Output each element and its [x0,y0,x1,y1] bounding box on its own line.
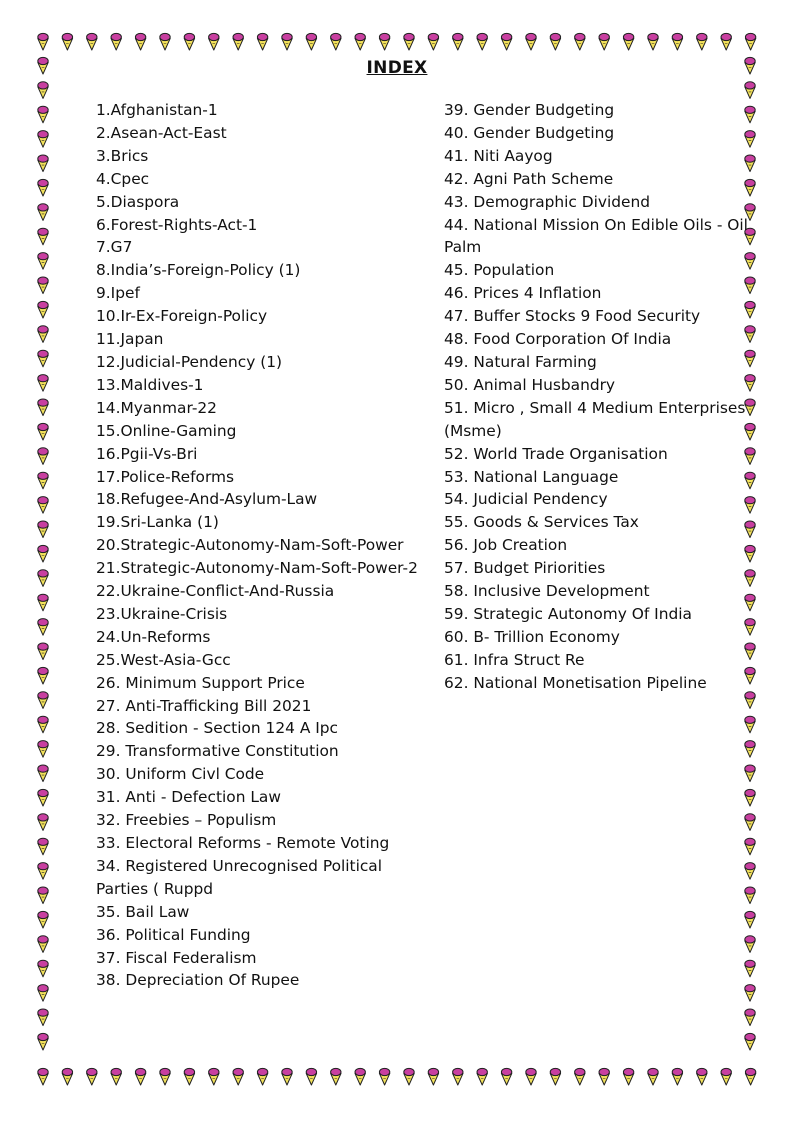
ice-cream-cone-icon [38,936,48,953]
ice-cream-cone-icon [38,179,48,196]
ice-cream-cone-icon [257,33,267,50]
ice-cream-cone-icon [745,936,755,953]
ice-cream-cone-icon [38,863,48,880]
ice-cream-cone-icon [38,1009,48,1026]
index-entry: 57. Budget Piriorities [444,559,606,578]
ice-cream-cone-icon [38,155,48,172]
index-entry: 14.Myanmar-22 [96,398,217,417]
page-title: INDEX [366,58,428,78]
ice-cream-cone-icon [38,887,48,904]
index-entry: 39. Gender Budgeting [444,101,615,119]
ice-cream-cone-icon [477,1068,487,1085]
ice-cream-cone-icon [38,789,48,806]
ice-cream-cone-icon [453,1068,463,1085]
ice-cream-cone-icon [38,399,48,416]
ice-cream-cone-icon [87,1068,97,1085]
index-entry: 55. Goods & Services Tax [444,513,639,532]
index-entry: 59. Strategic Autonomy Of India [444,604,692,623]
index-entry: 15.Online-Gaming [96,421,237,440]
ice-cream-cone-icon [111,33,121,50]
ice-cream-cone-icon [209,33,219,50]
index-entry: 27. Anti-Trafficking Bill 2021 [96,696,312,715]
ice-cream-cone-icon [453,33,463,50]
ice-cream-cone-icon [745,82,755,99]
index-entry: 45. Population [444,261,555,280]
index-entry: 42. Agni Path Scheme [444,169,614,188]
ice-cream-cone-icon [526,1068,536,1085]
ice-cream-cone-icon [379,33,389,50]
ice-cream-cone-icon [623,1068,633,1085]
ice-cream-cone-icon [697,33,707,50]
index-entry: 21.Strategic-Autonomy-Nam-Soft-Power-2 [96,559,418,578]
ice-cream-cone-icon [38,594,48,611]
ice-cream-cone-icon [355,1068,365,1085]
index-entry: 6.Forest-Rights-Act-1 [96,215,258,234]
ice-cream-cone-icon [745,887,755,904]
ice-cream-cone-icon [38,423,48,440]
ice-cream-cone-icon [38,33,48,50]
ice-cream-cone-icon [38,497,48,514]
index-entry: 10.Ir-Ex-Foreign-Policy [96,307,268,326]
ice-cream-cone-icon [721,33,731,50]
index-entry: 50. Animal Husbandry [444,375,616,394]
ice-cream-cone-icon [38,253,48,270]
index-entry: 34. Registered Unrecognised Political Parties ( Ruppd [96,856,383,898]
ice-cream-cone-icon [38,521,48,538]
ice-cream-cone-icon [648,1068,658,1085]
ice-cream-cone-icon [575,33,585,50]
index-entry: 2.Asean-Act-East [96,123,227,142]
index-entry: 16.Pgii-Vs-Bri [96,444,198,463]
index-left-column [96,99,426,992]
ice-cream-cone-icon [38,204,48,221]
index-entry: 62. National Monetisation Pipeline [444,673,707,692]
index-entry: 32. Freebies – Populism [96,811,277,830]
index-entry: 38. Depreciation Of Rupee [96,971,300,990]
ice-cream-cone-icon [745,33,755,50]
index-entry: 37. Fiscal Federalism [96,948,257,967]
ice-cream-cone-icon [38,1033,48,1050]
ice-cream-cone-icon [404,1068,414,1085]
index-entry: 23.Ukraine-Crisis [96,604,228,623]
ice-cream-cone-icon [379,1068,389,1085]
ice-cream-cone-icon [38,692,48,709]
ice-cream-cone-icon [282,1068,292,1085]
ice-cream-cone-icon [404,33,414,50]
ice-cream-cone-icon [501,33,511,50]
ice-cream-cone-icon [526,33,536,50]
ice-cream-cone-icon [184,1068,194,1085]
index-entry: 60. B- Trillion Economy [444,627,620,646]
index-entry: 18.Refugee-And-Asylum-Law [96,490,318,509]
ice-cream-cone-icon [575,1068,585,1085]
index-entry: 48. Food Corporation Of India [444,330,672,349]
ice-cream-cone-icon [355,33,365,50]
ice-cream-cone-icon [697,1068,707,1085]
ice-cream-cone-icon [648,33,658,50]
index-entry: 4.Cpec [96,169,150,188]
ice-cream-cone-icon [38,643,48,660]
ice-cream-cone-icon [599,1068,609,1085]
ice-cream-cone-icon [38,350,48,367]
ice-cream-cone-icon [38,911,48,928]
ice-cream-cone-icon [745,1068,755,1085]
index-entry: 25.West-Asia-Gcc [96,650,231,669]
ice-cream-cone-icon [38,667,48,684]
index-entry: 3.Brics [96,146,149,165]
ice-cream-cone-icon [599,33,609,50]
index-entry: 29. Transformative Constitution [96,742,339,761]
index-entry: 58. Inclusive Development [444,582,650,601]
index-entry: 1.Afghanistan-1 [96,101,218,119]
ice-cream-cone-icon [38,716,48,733]
ice-cream-cone-icon [745,985,755,1002]
ice-cream-cone-icon [111,1068,121,1085]
ice-cream-cone-icon [745,1033,755,1050]
ice-cream-cone-icon [745,960,755,977]
ice-cream-cone-icon [38,570,48,587]
ice-cream-cone-icon [501,1068,511,1085]
ice-cream-cone-icon [38,765,48,782]
index-entry: 8.India’s-Foreign-Policy (1) [96,261,301,280]
index-entry: 35. Bail Law [96,902,190,921]
index-entry: 30. Uniform Civl Code [96,765,265,784]
index-entry: 13.Maldives-1 [96,375,204,394]
ice-cream-cone-icon [38,619,48,636]
index-entry: 56. Job Creation [444,536,568,555]
index-entry: 20.Strategic-Autonomy-Nam-Soft-Power [96,536,404,555]
index-entry: 53. National Language [444,467,619,486]
ice-cream-cone-icon [62,1068,72,1085]
index-entry: 17.Police-Reforms [96,467,235,486]
ice-cream-cone-icon [282,33,292,50]
ice-cream-cone-icon [721,1068,731,1085]
index-entry: 46. Prices 4 Inflation [444,284,602,303]
index-entry: 40. Gender Budgeting [444,123,615,142]
index-entry: 26. Minimum Support Price [96,673,305,692]
ice-cream-cone-icon [745,838,755,855]
ice-cream-cone-icon [233,1068,243,1085]
ice-cream-cone-icon [306,1068,316,1085]
index-entry: 9.Ipef [96,284,140,303]
index-entry: 44. National Mission On Edible Oils - Oil Palm [444,215,748,257]
ice-cream-cone-icon [184,33,194,50]
ice-cream-cone-icon [38,326,48,343]
ice-cream-cone-icon [209,1068,219,1085]
ice-cream-cone-icon [38,375,48,392]
ice-cream-cone-icon [745,863,755,880]
ice-cream-cone-icon [623,33,633,50]
ice-cream-cone-icon [331,33,341,50]
ice-cream-cone-icon [477,33,487,50]
ice-cream-cone-icon [160,33,170,50]
ice-cream-cone-icon [38,106,48,123]
index-entry: 36. Political Funding [96,925,251,944]
ice-cream-cone-icon [87,33,97,50]
ice-cream-cone-icon [257,1068,267,1085]
ice-cream-cone-icon [38,1068,48,1085]
index-entry: 51. Micro , Small 4 Medium Enterprises (Msme) [444,398,746,440]
index-entry: 5.Diaspora [96,192,180,211]
ice-cream-cone-icon [160,1068,170,1085]
index-right-column [444,99,754,695]
index-entry: 43. Demographic Dividend [444,192,651,211]
ice-cream-cone-icon [38,472,48,489]
ice-cream-cone-icon [135,1068,145,1085]
ice-cream-cone-icon [428,33,438,50]
ice-cream-cone-icon [745,741,755,758]
ice-cream-cone-icon [331,1068,341,1085]
ice-cream-cone-icon [550,33,560,50]
ice-cream-cone-icon [745,1009,755,1026]
ice-cream-cone-icon [38,838,48,855]
ice-cream-cone-icon [38,228,48,245]
index-entry: 11.Japan [96,330,164,349]
ice-cream-cone-icon [745,789,755,806]
ice-cream-cone-icon [38,82,48,99]
ice-cream-cone-icon [38,301,48,318]
ice-cream-cone-icon [745,911,755,928]
ice-cream-cone-icon [38,131,48,148]
index-entry: 47. Buffer Stocks 9 Food Security [444,307,701,326]
index-entry: 52. World Trade Organisation [444,444,668,463]
index-entry: 22.Ukraine-Conflict-And-Russia [96,582,335,601]
index-entry: 28. Sedition - Section 124 A Ipc [96,719,339,738]
index-entry: 54. Judicial Pendency [444,490,608,509]
ice-cream-cone-icon [428,1068,438,1085]
ice-cream-cone-icon [672,1068,682,1085]
ice-cream-cone-icon [306,33,316,50]
index-entry: 31. Anti - Defection Law [96,788,281,807]
ice-cream-cone-icon [745,765,755,782]
index-entry: 61. Infra Struct Re [444,650,585,669]
index-entry: 7.G7 [96,238,133,257]
ice-cream-cone-icon [38,448,48,465]
index-entry: 12.Judicial-Pendency (1) [96,352,283,371]
ice-cream-cone-icon [233,33,243,50]
ice-cream-cone-icon [38,277,48,294]
ice-cream-cone-icon [745,814,755,831]
index-entry: 49. Natural Farming [444,352,597,371]
ice-cream-cone-icon [550,1068,560,1085]
index-entry: 41. Niti Aayog [444,146,553,165]
ice-cream-cone-icon [38,985,48,1002]
index-entry: 19.Sri-Lanka (1) [96,513,219,532]
ice-cream-cone-icon [38,545,48,562]
ice-cream-cone-icon [38,960,48,977]
index-entry: 24.Un-Reforms [96,627,211,646]
ice-cream-cone-icon [135,33,145,50]
index-entry: 33. Electoral Reforms - Remote Voting [96,834,390,852]
ice-cream-cone-icon [38,814,48,831]
ice-cream-cone-icon [38,741,48,758]
ice-cream-cone-icon [672,33,682,50]
ice-cream-cone-icon [62,33,72,50]
ice-cream-cone-icon [745,716,755,733]
